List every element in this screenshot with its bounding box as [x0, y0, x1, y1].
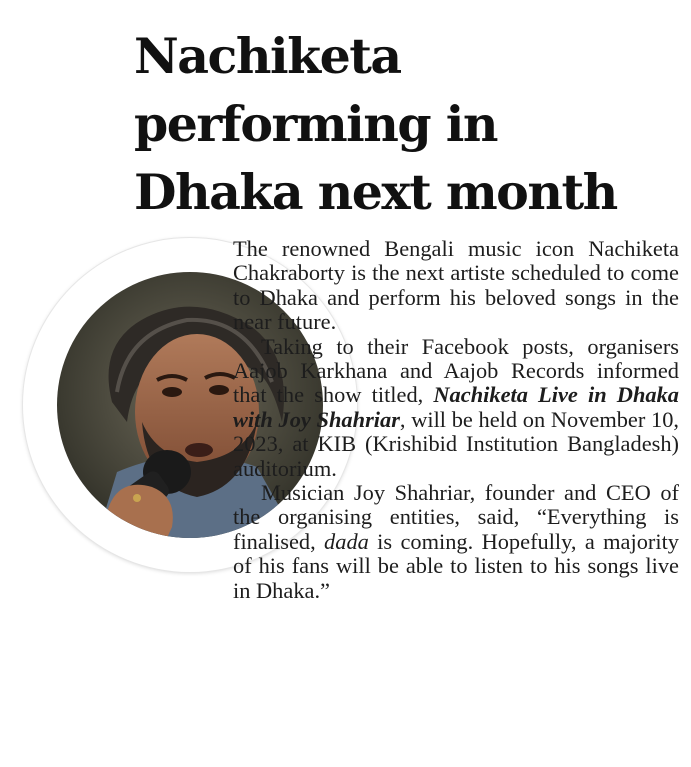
paragraph-1-text: The renowned Bengali music icon Nachiketa Chakraborty is the next artiste scheduled to come to Dhaka and perform his beloved songs in the near future.	[233, 236, 679, 335]
text-wrap-spacer	[0, 237, 233, 617]
paragraph-3-text-a: Musician Joy Shahriar, founder and CEO of the organising entities, said, “Everything is finalised,	[233, 480, 679, 554]
show-title: Nachiketa Live in Dhaka with Joy Shahriar	[233, 382, 679, 432]
paragraph-3-text-b: is coming. Hopefully, a majority of his fans will be able to listen to his songs live in Dhaka.”	[233, 528, 679, 603]
article-body	[134, 237, 679, 617]
paragraph-2-text-a: Taking to their Facebook posts, organisers Aajob Karkhana and Aajob Records informed that the show titled,	[233, 333, 679, 408]
dada-word: dada	[324, 528, 369, 554]
paragraph-2-text-b: , will be held on November 10, 2023, at KIB (Krishibid Institution Bangladesh) auditorium.	[233, 406, 679, 481]
headline: Nachiketa performing in Dhaka next month	[134, 27, 617, 221]
